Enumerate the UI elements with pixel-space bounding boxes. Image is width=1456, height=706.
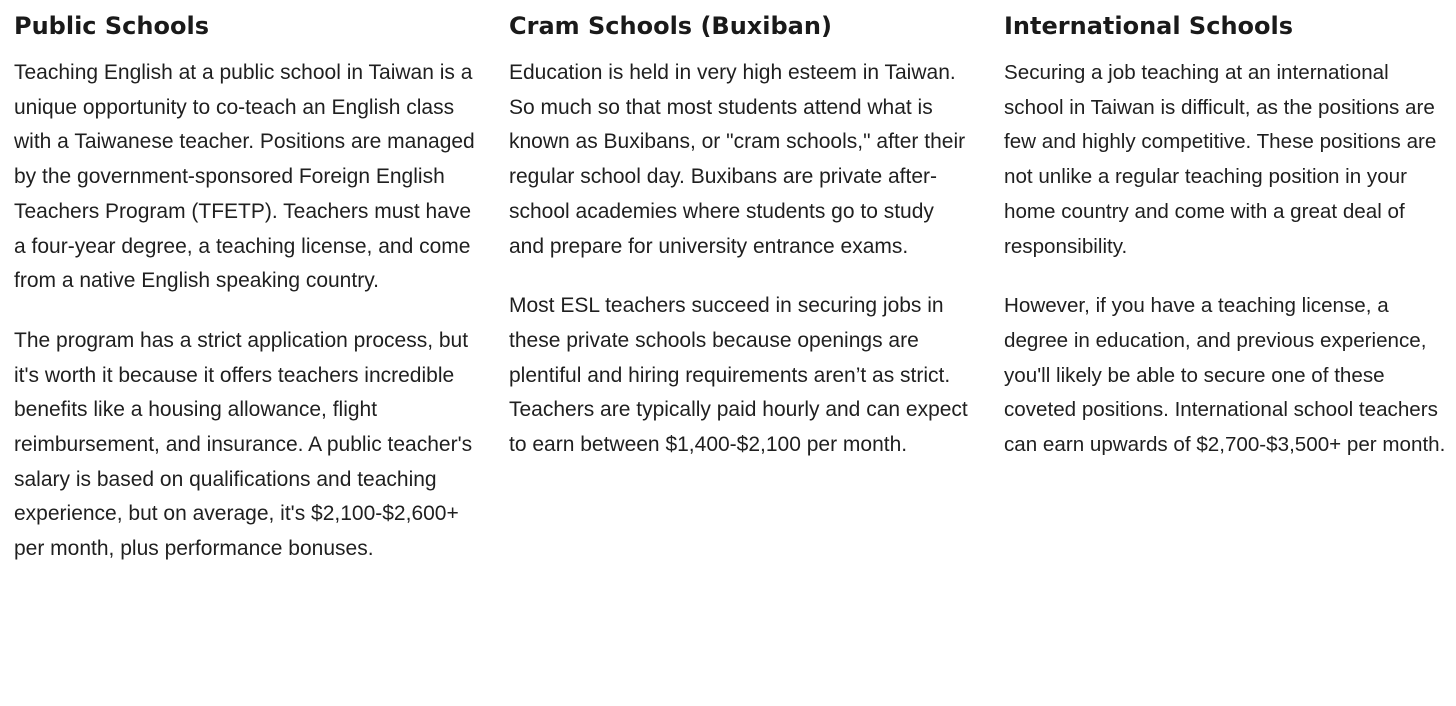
international-schools-paragraph-1: Securing a job teaching at an international school in Taiwan is difficult, as the positions are few and highly competitive. These positions are not unlike a regular teaching position in your home country and come with a great deal of responsibility. xyxy=(1004,61,1437,258)
public-schools-heading: Public Schools xyxy=(14,12,209,40)
cram-schools-paragraph-1: Education is held in very high esteem in Taiwan. So much so that most students attend what is known as Buxibans, or "cram schools," after their regular school day. Buxibans are private after-school academies where students go to study and prepare for university entrance exams. xyxy=(509,61,966,258)
international-schools-heading: International Schools xyxy=(1004,12,1294,40)
public-schools-paragraph-2: The program has a strict application process, but it's worth it because it offers teachers incredible benefits like a housing allowance, flight reimbursement, and insurance. A public teacher's salary is based on qualifications and teaching experience, but on average, it's $2,100-$2,600+ per month, plus performance bonuses. xyxy=(14,328,473,561)
public-schools-column xyxy=(14,8,476,592)
public-schools-paragraph-1: Teaching English at a public school in Taiwan is a unique opportunity to co-teach an English class with a Taiwanese teacher. Positions are managed by the government-sponsored Foreign English Teachers Program (TFETP). Teachers must have a four-year degree, a teaching license, and come from a native English speaking country. xyxy=(14,61,475,293)
international-schools-paragraph-2: However, if you have a teaching license, a degree in education, and previous experience, you'll likely be able to secure one of these coveted positions. International school teachers can earn upwards of $2,700-$3,500+ per month. xyxy=(1004,294,1446,457)
cram-schools-paragraph-2: Most ESL teachers succeed in securing jobs in these private schools because openings are plentiful and hiring requirements aren’t as strict. Teachers are typically paid hourly and can expect to earn between $1,400-$2,100 per month. xyxy=(509,294,968,457)
cram-schools-heading: Cram Schools (Buxiban) xyxy=(509,12,832,40)
cram-schools-column xyxy=(509,8,971,488)
international-schools-column xyxy=(1004,8,1452,488)
